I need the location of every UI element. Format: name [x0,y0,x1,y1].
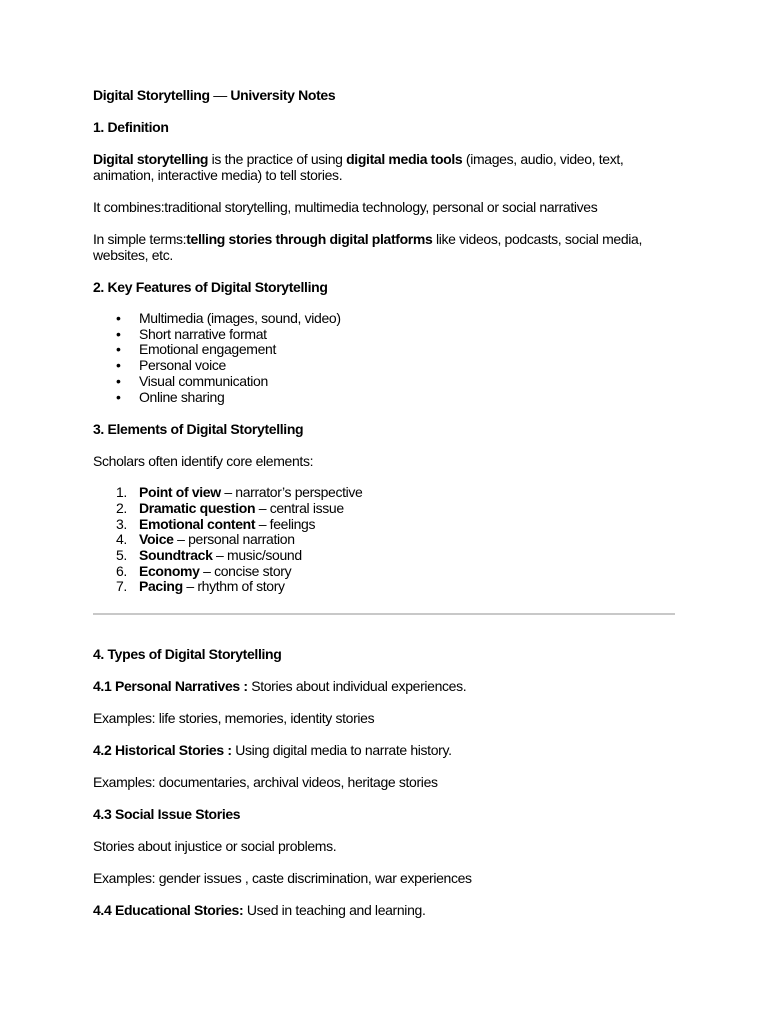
type-social-issue-examples: Examples: gender issues , caste discrimination, war experiences [93,870,472,887]
term-digital-media-tools: digital media tools [346,151,463,167]
list-item: • Visual communication [116,372,268,389]
bullet-icon: • [116,341,121,358]
list-item: • Multimedia (images, sound, video) [116,310,341,326]
term-telling-stories: telling stories through digital platforms [186,231,433,247]
list-number: 6. [116,562,127,579]
type-historical-stories: 4.2 Historical Stories : Using digital media to narrate history. [93,742,452,759]
type-historical-examples: Examples: documentaries, archival videos, heritage stories [93,774,438,791]
bullet-icon: • [116,372,121,389]
type-personal-examples: Examples: life stories, memories, identity stories [93,710,375,727]
list-item: 4. Voice – personal narration [116,531,295,548]
title-sub: University Notes [230,87,336,103]
section-heading-key-features: 2. Key Features of Digital Storytelling [93,279,328,295]
list-number: 3. [116,515,127,532]
type-social-issue-text: Stories about injustice or social problems. [93,838,337,855]
type-personal-narratives: 4.1 Personal Narratives : Stories about individual experiences. [93,678,467,695]
list-item: • Emotional engagement [116,341,276,358]
list-item: 6. Economy – concise story [116,562,292,579]
term-digital-storytelling: Digital storytelling [93,151,209,167]
document-title [93,87,678,103]
type-social-issue-heading: 4.3 Social Issue Stories [93,806,241,823]
list-number: 4. [116,531,127,548]
definition-paragraph: Digital storytelling is the practice of using digital media tools (images, audio, video, text, animation, interactive media) to tell stories. [93,151,624,183]
bullet-icon: • [116,388,121,405]
type-educational-stories: 4.4 Educational Stories: Used in teaching and learning. [93,902,426,919]
elements-intro: Scholars often identify core elements: [93,453,314,470]
title-main: Digital Storytelling [93,87,210,103]
horizontal-divider [93,613,675,615]
list-item: 7. Pacing – rhythm of story [116,578,285,595]
list-item: • Personal voice [116,357,226,374]
section-heading-types: 4. Types of Digital Storytelling [93,646,282,663]
simple-terms-paragraph: In simple terms:telling stories through digital platforms like videos, podcasts, social media, websites, etc. [93,231,643,263]
list-item: 1. Point of view – narrator’s perspective [116,484,363,501]
bullet-icon: • [116,357,121,374]
list-item: 3. Emotional content – feelings [116,515,316,532]
list-number: 2. [116,499,127,516]
key-features-list [93,311,678,405]
section-heading-elements: 3. Elements of Digital Storytelling [93,421,304,438]
list-item: • Online sharing [116,388,225,405]
list-number: 1. [116,484,127,501]
list-number: 7. [116,578,127,595]
section-heading-definition: 1. Definition [93,119,169,135]
list-item: • Short narrative format [116,325,267,342]
list-item: 2. Dramatic question – central issue [116,499,344,516]
list-item: 5. Soundtrack – music/sound [116,547,302,564]
bullet-icon: • [116,325,121,342]
bullet-icon: • [116,310,121,326]
title-separator: — [209,87,231,103]
elements-list [93,485,678,595]
list-number: 5. [116,547,127,564]
combines-paragraph: It combines:traditional storytelling, multimedia technology, personal or social narratives [93,199,598,215]
